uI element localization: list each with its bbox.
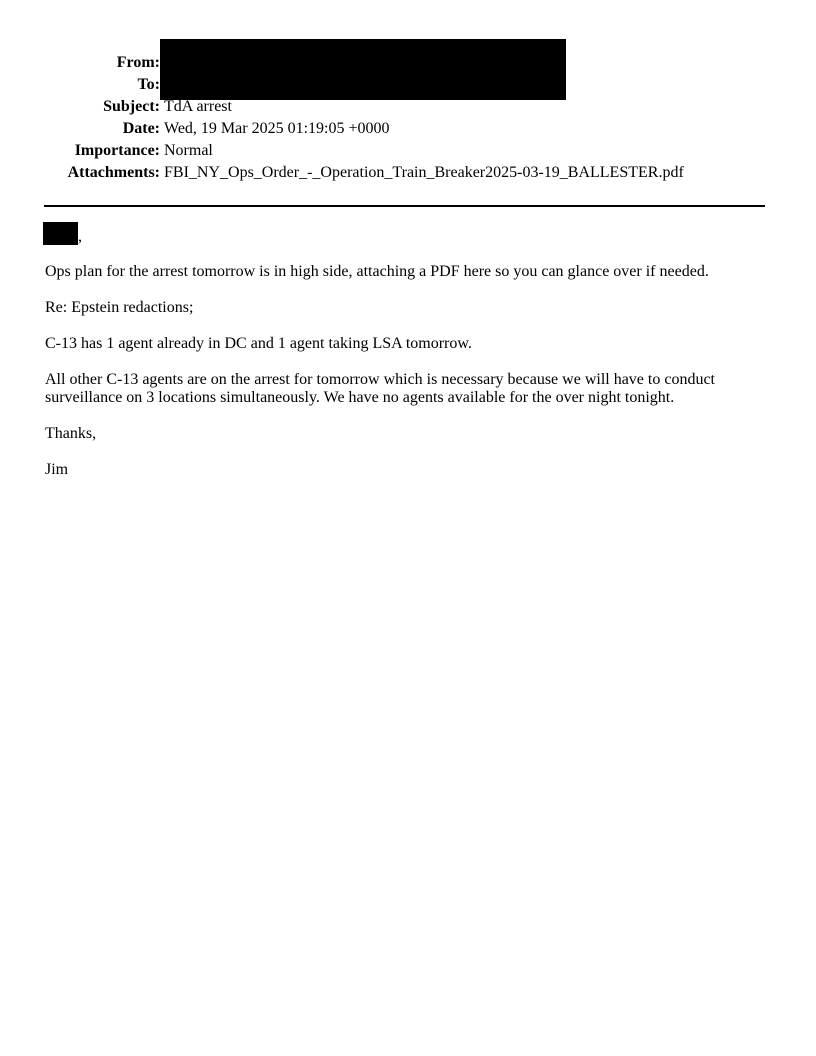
- body-paragraph-1: Ops plan for the arrest tomorrow is in high side, attaching a PDF here so you can glance over if needed.: [45, 263, 709, 280]
- subject-row: [0, 96, 816, 118]
- date-row: [0, 118, 816, 140]
- to-row: [0, 74, 816, 96]
- body-paragraph-3: C-13 has 1 agent already in DC and 1 agent taking LSA tomorrow.: [45, 335, 472, 352]
- attachments-label: Attachments:: [67, 164, 160, 181]
- date-label: Date:: [122, 120, 160, 137]
- sign-off: Thanks,: [45, 425, 97, 442]
- header-fields: [0, 52, 816, 184]
- importance-label: Importance:: [74, 142, 160, 159]
- greeting: [43, 222, 82, 246]
- attachment-link[interactable]: FBI_NY_Ops_Order_-_Operation_Train_Breaker2025-03-19_BALLESTER.pdf: [164, 164, 684, 181]
- subject-value: TdA arrest: [164, 98, 232, 115]
- signature-name: Jim: [45, 461, 69, 478]
- date-value: Wed, 19 Mar 2025 01:19:05 +0000: [164, 120, 390, 137]
- subject-label: Subject:: [103, 98, 160, 115]
- body-paragraph-4: All other C-13 agents are on the arrest for tomorrow which is necessary because we will have to conduct surveillance on 3 locations simultaneously. We have no agents available for the over night tonight.: [45, 371, 715, 406]
- attachments-row: [0, 162, 816, 184]
- importance-row: [0, 140, 816, 162]
- from-row: [0, 52, 816, 74]
- from-label: From:: [116, 54, 160, 71]
- importance-value: Normal: [164, 142, 213, 159]
- greeting-comma: ,: [78, 228, 82, 245]
- to-label: To:: [137, 76, 160, 93]
- body-paragraph-2: Re: Epstein redactions;: [45, 299, 194, 316]
- header-divider: [44, 205, 765, 207]
- redaction-recipient-name: [43, 222, 78, 245]
